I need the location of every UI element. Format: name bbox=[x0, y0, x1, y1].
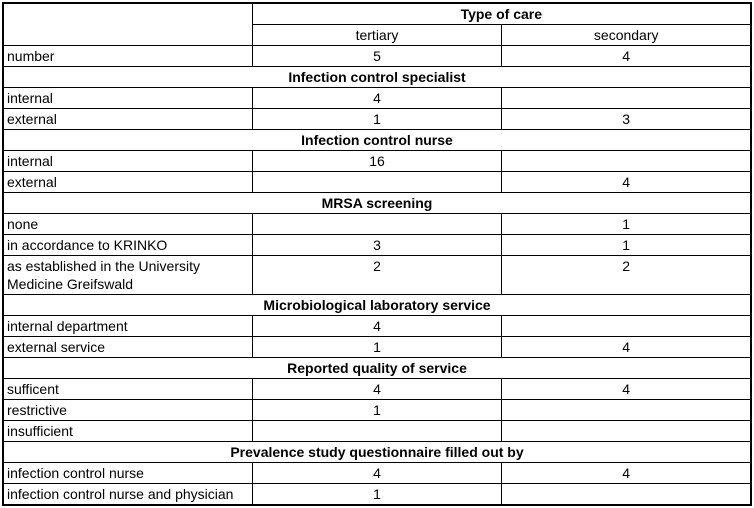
table-row bbox=[3, 463, 751, 484]
table-row bbox=[3, 400, 751, 421]
section-row bbox=[3, 442, 751, 463]
tertiary-value: 16 bbox=[252, 151, 502, 172]
secondary-value bbox=[502, 151, 751, 172]
tertiary-value: 1 bbox=[252, 484, 502, 506]
tertiary-value: 1 bbox=[252, 337, 502, 358]
tertiary-value: 4 bbox=[252, 316, 502, 337]
tertiary-value bbox=[252, 214, 502, 235]
tertiary-value: 2 bbox=[252, 256, 502, 295]
tertiary-value: 4 bbox=[252, 463, 502, 484]
row-label: number bbox=[3, 46, 252, 67]
table-row bbox=[3, 337, 751, 358]
table-row bbox=[3, 256, 751, 295]
section-row bbox=[3, 358, 751, 379]
secondary-value: 4 bbox=[502, 337, 751, 358]
row-label: internal department bbox=[3, 316, 252, 337]
secondary-value: 4 bbox=[502, 172, 751, 193]
row-label: in accordance to KRINKO bbox=[3, 235, 252, 256]
column-header-tertiary: tertiary bbox=[252, 25, 502, 46]
table-row bbox=[3, 316, 751, 337]
row-label: sufficent bbox=[3, 379, 252, 400]
section-header: Infection control nurse bbox=[3, 130, 751, 151]
tertiary-value: 4 bbox=[252, 379, 502, 400]
secondary-value: 4 bbox=[502, 379, 751, 400]
section-row bbox=[3, 130, 751, 151]
section-header: MRSA screening bbox=[3, 193, 751, 214]
header-row-type-of-care bbox=[3, 3, 751, 25]
section-row bbox=[3, 193, 751, 214]
row-label: restrictive bbox=[3, 400, 252, 421]
section-header: Prevalence study questionnaire filled out by bbox=[3, 442, 751, 463]
section-row bbox=[3, 295, 751, 316]
secondary-value bbox=[502, 484, 751, 506]
tertiary-value: 4 bbox=[252, 88, 502, 109]
row-label: internal bbox=[3, 151, 252, 172]
section-header: Microbiological laboratory service bbox=[3, 295, 751, 316]
tertiary-value bbox=[252, 421, 502, 442]
tertiary-value: 1 bbox=[252, 400, 502, 421]
secondary-value: 1 bbox=[502, 235, 751, 256]
table-row bbox=[3, 109, 751, 130]
tertiary-value: 3 bbox=[252, 235, 502, 256]
secondary-value bbox=[502, 316, 751, 337]
table-row bbox=[3, 88, 751, 109]
table-row bbox=[3, 46, 751, 67]
row-label: insufficient bbox=[3, 421, 252, 442]
secondary-value bbox=[502, 88, 751, 109]
table-row bbox=[3, 484, 751, 506]
type-of-care-header: Type of care bbox=[252, 3, 751, 25]
care-comparison-table bbox=[2, 2, 752, 506]
tertiary-value: 5 bbox=[252, 46, 502, 67]
secondary-value: 3 bbox=[502, 109, 751, 130]
table-body bbox=[3, 3, 751, 505]
table-row bbox=[3, 421, 751, 442]
row-label: none bbox=[3, 214, 252, 235]
tertiary-value: 1 bbox=[252, 109, 502, 130]
row-label: external bbox=[3, 109, 252, 130]
row-label: internal bbox=[3, 88, 252, 109]
secondary-value: 4 bbox=[502, 46, 751, 67]
table-row bbox=[3, 151, 751, 172]
secondary-value bbox=[502, 421, 751, 442]
table-row bbox=[3, 235, 751, 256]
secondary-value: 2 bbox=[502, 256, 751, 295]
table-row bbox=[3, 172, 751, 193]
table-row bbox=[3, 379, 751, 400]
tertiary-value bbox=[252, 172, 502, 193]
column-header-secondary: secondary bbox=[502, 25, 751, 46]
secondary-value: 1 bbox=[502, 214, 751, 235]
row-label: external service bbox=[3, 337, 252, 358]
corner-cell bbox=[3, 3, 252, 46]
section-header: Infection control specialist bbox=[3, 67, 751, 88]
secondary-value bbox=[502, 400, 751, 421]
secondary-value: 4 bbox=[502, 463, 751, 484]
row-label: infection control nurse bbox=[3, 463, 252, 484]
row-label: as established in the University Medicine Greifswald bbox=[3, 256, 252, 295]
table-row bbox=[3, 214, 751, 235]
section-header: Reported quality of service bbox=[3, 358, 751, 379]
row-label: external bbox=[3, 172, 252, 193]
row-label: infection control nurse and physician bbox=[3, 484, 252, 506]
section-row bbox=[3, 67, 751, 88]
